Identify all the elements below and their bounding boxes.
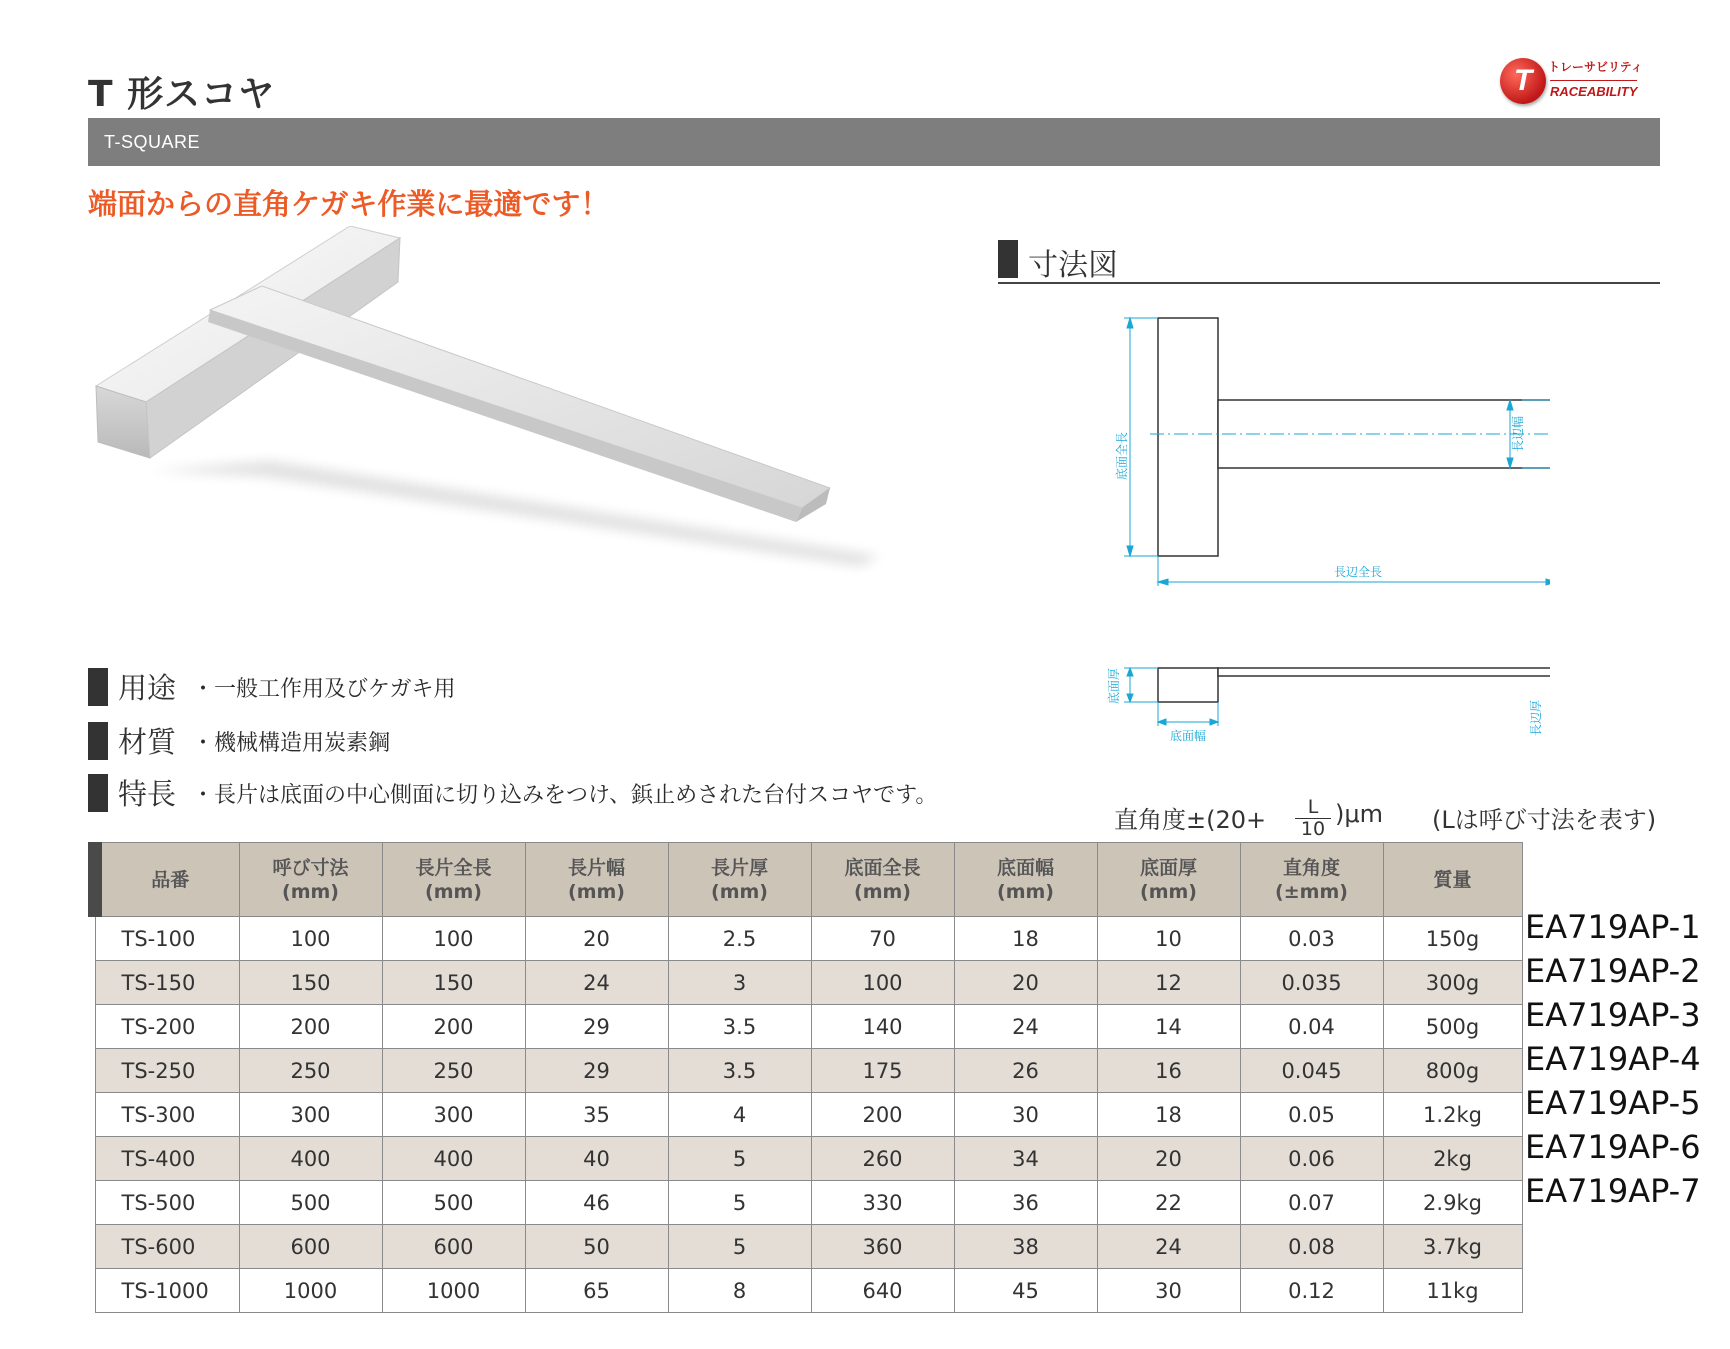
label-long-thickness: 長辺厚 — [1529, 699, 1543, 737]
header-label: 呼び寸法 — [272, 856, 349, 879]
table-header-cell — [1240, 843, 1383, 917]
formula-note: (Lは呼び寸法を表す) — [1432, 806, 1657, 834]
table-cell: 400 — [239, 1137, 382, 1181]
table-cell: 300 — [382, 1093, 525, 1137]
table-cell: 0.05 — [1240, 1093, 1383, 1137]
table-row — [95, 1269, 1522, 1313]
table-cell: 30 — [954, 1093, 1097, 1137]
table-cell: 600 — [382, 1225, 525, 1269]
table-cell: 36 — [954, 1181, 1097, 1225]
header-label: 品番 — [151, 868, 190, 891]
table-cell: 2.5 — [668, 917, 811, 961]
table-cell: 250 — [239, 1049, 382, 1093]
fraction-numerator: L — [1307, 796, 1319, 818]
table-cell: 29 — [525, 1005, 668, 1049]
table-cell: 400 — [382, 1137, 525, 1181]
model-cell: TS-150 — [95, 961, 239, 1005]
table-cell: 65 — [525, 1269, 668, 1313]
table-cell: 20 — [954, 961, 1097, 1005]
table-header-cell — [811, 843, 954, 917]
table-header-cell — [668, 843, 811, 917]
label-base-thickness: 底面厚 — [1107, 667, 1121, 705]
table-cell: 200 — [811, 1093, 954, 1137]
table-cell: 70 — [811, 917, 954, 961]
table-cell: 26 — [954, 1049, 1097, 1093]
table-cell: 1000 — [382, 1269, 525, 1313]
spec-text: ・長片は底面の中心側面に切り込みをつけ、鋲止めされた台付スコヤです。 — [192, 783, 938, 808]
spec-text: ・機械構造用炭素鋼 — [192, 731, 391, 756]
table-cell: 46 — [525, 1181, 668, 1225]
table-cell: 34 — [954, 1137, 1097, 1181]
table-cell: 40 — [525, 1137, 668, 1181]
table-row — [95, 917, 1522, 961]
table-cell: 3 — [668, 961, 811, 1005]
table-cell: 3.7kg — [1383, 1225, 1522, 1269]
header-unit: (mm) — [854, 880, 911, 903]
table-cell: 35 — [525, 1093, 668, 1137]
table-cell: 29 — [525, 1049, 668, 1093]
table-cell: 300g — [1383, 961, 1522, 1005]
spec-marker-icon — [88, 668, 108, 706]
table-cell: 5 — [668, 1181, 811, 1225]
table-cell: 200 — [239, 1005, 382, 1049]
table-cell: 12 — [1097, 961, 1240, 1005]
spec-head: 材質 — [118, 725, 177, 759]
table-cell: 4 — [668, 1093, 811, 1137]
table-cell: 250 — [382, 1049, 525, 1093]
table-cell: 38 — [954, 1225, 1097, 1269]
spec-head: 用途 — [118, 671, 177, 705]
header-label: 底面厚 — [1139, 856, 1197, 879]
table-cell: 175 — [811, 1049, 954, 1093]
table-row — [95, 1005, 1522, 1049]
table-cell: 0.07 — [1240, 1181, 1383, 1225]
base-side-rect — [1158, 668, 1218, 702]
spec-table — [88, 842, 1523, 1313]
table-row — [95, 1181, 1522, 1225]
table-cell: 800g — [1383, 1049, 1522, 1093]
logo-text-jp: トレーサビリティ — [1548, 60, 1643, 74]
model-cell: TS-500 — [95, 1181, 239, 1225]
table-cell: 330 — [811, 1181, 954, 1225]
table-header-cell — [95, 843, 239, 917]
table-cell: 1.2kg — [1383, 1093, 1522, 1137]
dimension-heading-label: 寸法図 — [1028, 248, 1118, 283]
dimension-diagram-top-view — [1090, 306, 1550, 586]
table-cell: 0.035 — [1240, 961, 1383, 1005]
dimension-diagram-side-view — [1090, 650, 1550, 750]
label-long-width: 長辺幅 — [1511, 415, 1525, 453]
spec-marker-icon — [88, 774, 108, 812]
table-cell: 18 — [954, 917, 1097, 961]
table-cell: 0.045 — [1240, 1049, 1383, 1093]
header-unit: (±mm) — [1275, 880, 1348, 903]
catchphrase: 端面からの直角ケガキ作業に最適です！ — [88, 187, 610, 221]
table-cell: 500g — [1383, 1005, 1522, 1049]
order-code: EA719AP-3 — [1525, 996, 1701, 1034]
table-cell: 45 — [954, 1269, 1097, 1313]
table-header-row — [95, 843, 1522, 917]
table-header-cell — [954, 843, 1097, 917]
table-cell: 20 — [525, 917, 668, 961]
table-cell: 22 — [1097, 1181, 1240, 1225]
table-cell: 24 — [525, 961, 668, 1005]
header-unit: (mm) — [711, 880, 768, 903]
table-row — [95, 1137, 1522, 1181]
table-cell: 8 — [668, 1269, 811, 1313]
header-label: 直角度 — [1282, 856, 1340, 879]
table-cell: 600 — [239, 1225, 382, 1269]
model-cell: TS-250 — [95, 1049, 239, 1093]
table-cell: 18 — [1097, 1093, 1240, 1137]
traceability-logo — [1500, 54, 1660, 110]
fraction-denominator: 10 — [1300, 818, 1326, 840]
label-base-total-length: 底面全長 — [1115, 431, 1129, 481]
table-cell: 14 — [1097, 1005, 1240, 1049]
blade-shape — [208, 286, 830, 522]
table-cell: 500 — [382, 1181, 525, 1225]
header-label: 長片全長 — [415, 856, 492, 879]
order-code: EA719AP-1 — [1525, 908, 1701, 946]
table-cell: 5 — [668, 1137, 811, 1181]
formula-prefix: 直角度±(20+ — [1114, 806, 1267, 834]
table-cell: 640 — [811, 1269, 954, 1313]
header-label: 底面全長 — [844, 856, 921, 879]
header-label: 長片厚 — [710, 856, 768, 879]
table-cell: 500 — [239, 1181, 382, 1225]
heading-marker-icon — [998, 240, 1018, 278]
subtitle-text: T-SQUARE — [104, 132, 201, 152]
table-cell: 5 — [668, 1225, 811, 1269]
table-header-cell — [239, 843, 382, 917]
table-row — [95, 961, 1522, 1005]
table-cell: 100 — [239, 917, 382, 961]
table-cell: 24 — [954, 1005, 1097, 1049]
table-cell: 100 — [382, 917, 525, 961]
table-cell: 2kg — [1383, 1137, 1522, 1181]
logo-text-en: RACEABILITY — [1550, 80, 1637, 99]
table-cell: 150 — [382, 961, 525, 1005]
formula-suffix: )μm — [1335, 800, 1384, 828]
table-cell: 1000 — [239, 1269, 382, 1313]
model-cell: TS-200 — [95, 1005, 239, 1049]
table-cell: 150 — [239, 961, 382, 1005]
table-header-cell — [382, 843, 525, 917]
table-cell: 20 — [1097, 1137, 1240, 1181]
table-cell: 300 — [239, 1093, 382, 1137]
order-code: EA719AP-2 — [1525, 952, 1701, 990]
blade-side-rect — [1218, 668, 1550, 676]
model-cell: TS-300 — [95, 1093, 239, 1137]
spec-head: 特長 — [118, 777, 177, 811]
table-cell: 24 — [1097, 1225, 1240, 1269]
table-cell: 0.06 — [1240, 1137, 1383, 1181]
table-cell: 140 — [811, 1005, 954, 1049]
label-long-total-length: 長辺全長 — [1333, 565, 1383, 579]
table-cell: 3.5 — [668, 1005, 811, 1049]
model-cell: TS-600 — [95, 1225, 239, 1269]
header-unit: (mm) — [568, 880, 625, 903]
model-cell: TS-1000 — [95, 1269, 239, 1313]
table-cell: 0.03 — [1240, 917, 1383, 961]
dimension-heading — [998, 238, 1660, 284]
table-cell: 360 — [811, 1225, 954, 1269]
header-label: 質量 — [1433, 868, 1472, 891]
table-cell: 2.9kg — [1383, 1181, 1522, 1225]
model-cell: TS-400 — [95, 1137, 239, 1181]
table-row — [95, 1049, 1522, 1093]
page-title: T 形スコヤ — [88, 74, 276, 115]
product-photo — [90, 226, 930, 616]
spec-marker-icon — [88, 722, 108, 760]
table-row — [95, 1225, 1522, 1269]
order-code: EA719AP-5 — [1525, 1084, 1701, 1122]
table-cell: 16 — [1097, 1049, 1240, 1093]
table-cell: 260 — [811, 1137, 954, 1181]
order-code: EA719AP-6 — [1525, 1128, 1701, 1166]
subtitle-bar — [88, 118, 1660, 166]
header-unit: (mm) — [1140, 880, 1197, 903]
table-cell: 100 — [811, 961, 954, 1005]
table-header-cell — [1097, 843, 1240, 917]
table-cell: 30 — [1097, 1269, 1240, 1313]
order-code: EA719AP-7 — [1525, 1172, 1701, 1210]
formula-fraction — [1293, 796, 1333, 840]
base-rect — [1158, 318, 1218, 556]
header-unit: (mm) — [282, 880, 339, 903]
header-unit: (mm) — [997, 880, 1054, 903]
table-cell: 0.12 — [1240, 1269, 1383, 1313]
table-cell: 0.04 — [1240, 1005, 1383, 1049]
table-cell: 50 — [525, 1225, 668, 1269]
order-code: EA719AP-4 — [1525, 1040, 1701, 1078]
table-cell: 200 — [382, 1005, 525, 1049]
table-cell: 10 — [1097, 917, 1240, 961]
table-cell: 0.08 — [1240, 1225, 1383, 1269]
table-header-cell — [1383, 843, 1522, 917]
logo-letter: T — [1513, 64, 1533, 97]
header-unit: (mm) — [425, 880, 482, 903]
header-label: 底面幅 — [996, 856, 1054, 879]
table-cell: 11kg — [1383, 1269, 1522, 1313]
table-header-cell — [525, 843, 668, 917]
spec-text: ・一般工作用及びケガキ用 — [192, 677, 456, 702]
model-cell: TS-100 — [95, 917, 239, 961]
table-cell: 3.5 — [668, 1049, 811, 1093]
header-label: 長片幅 — [567, 856, 625, 879]
table-row — [95, 1093, 1522, 1137]
label-base-width: 底面幅 — [1169, 729, 1207, 743]
table-cell: 150g — [1383, 917, 1522, 961]
